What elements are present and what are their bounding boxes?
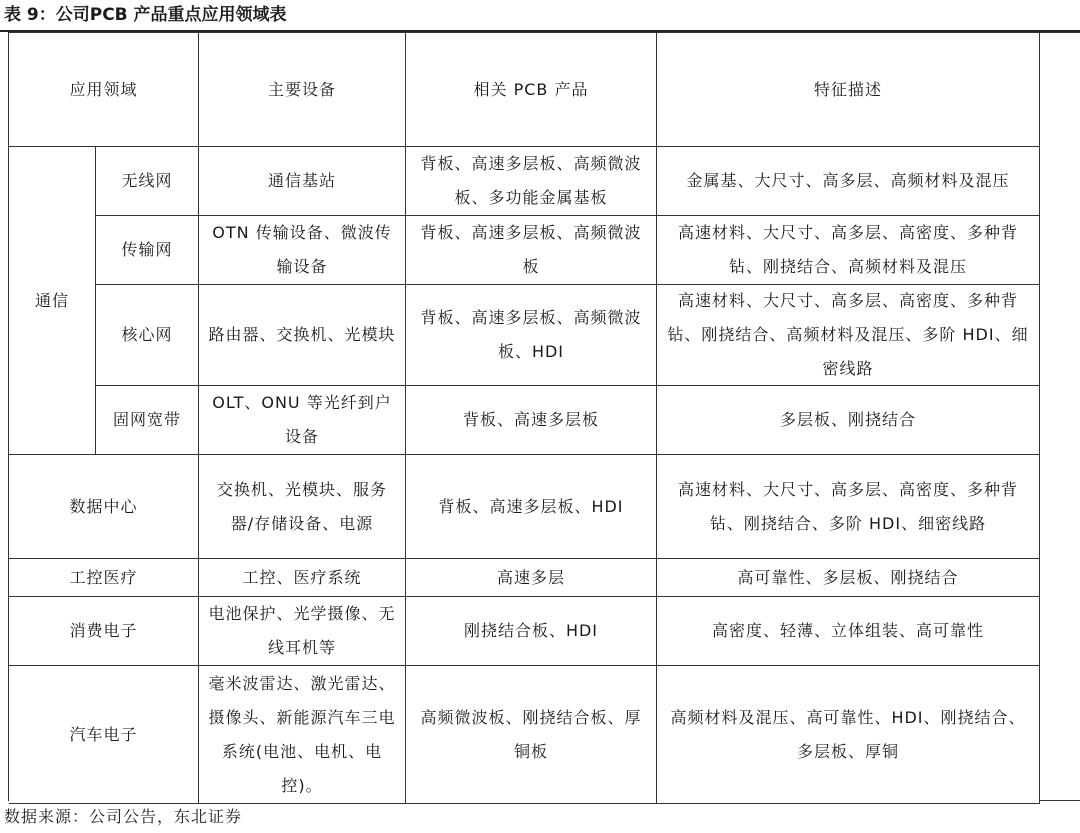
features-cell: 高可靠性、多层板、刚挠结合 <box>657 559 1040 597</box>
domain-cell: 数据中心 <box>9 455 199 559</box>
equipment-cell: 路由器、交换机、光模块 <box>199 285 406 386</box>
group-label-communication: 通信 <box>9 147 96 455</box>
products-cell: 高频微波板、刚挠结合板、厚铜板 <box>406 666 657 804</box>
equipment-cell: 毫米波雷达、激光雷达、摄像头、新能源汽车三电系统(电池、电机、电控)。 <box>199 666 406 804</box>
table-title: 表 9：公司PCB 产品重点应用领域表 <box>4 5 287 25</box>
products-cell: 背板、高速多层板、HDI <box>406 455 657 559</box>
products-cell: 高速多层 <box>406 559 657 597</box>
table-bottom-extension-rule <box>1039 800 1080 801</box>
features-cell: 多层板、刚挠结合 <box>657 386 1040 455</box>
features-cell: 高速材料、大尺寸、高多层、高密度、多种背钻、刚挠结合、多阶 HDI、细密线路 <box>657 455 1040 559</box>
subdomain-cell: 无线网 <box>96 147 199 216</box>
equipment-cell: OTN 传输设备、微波传输设备 <box>199 216 406 285</box>
header-products: 相关 PCB 产品 <box>406 33 657 147</box>
equipment-cell: 电池保护、光学摄像、无线耳机等 <box>199 597 406 666</box>
header-equipment: 主要设备 <box>199 33 406 147</box>
equipment-cell: 交换机、光模块、服务器/存储设备、电源 <box>199 455 406 559</box>
products-cell: 背板、高速多层板、高频微波板、HDI <box>406 285 657 386</box>
products-cell: 背板、高速多层板 <box>406 386 657 455</box>
products-cell: 背板、高速多层板、高频微波板 <box>406 216 657 285</box>
pcb-application-table <box>8 32 1039 801</box>
subdomain-cell: 核心网 <box>96 285 199 386</box>
features-cell: 高密度、轻薄、立体组装、高可靠性 <box>657 597 1040 666</box>
domain-cell: 工控医疗 <box>9 559 199 597</box>
table-top-extension-rule <box>1039 32 1080 33</box>
header-features: 特征描述 <box>657 33 1040 147</box>
equipment-cell: 通信基站 <box>199 147 406 216</box>
features-cell: 金属基、大尺寸、高多层、高频材料及混压 <box>657 147 1040 216</box>
features-cell: 高频材料及混压、高可靠性、HDI、刚挠结合、多层板、厚铜 <box>657 666 1040 804</box>
subdomain-cell: 传输网 <box>96 216 199 285</box>
subdomain-cell: 固网宽带 <box>96 386 199 455</box>
products-cell: 刚挠结合板、HDI <box>406 597 657 666</box>
features-cell: 高速材料、大尺寸、高多层、高密度、多种背钻、刚挠结合、高频材料及混压、多阶 HDI、细密线路 <box>657 285 1040 386</box>
domain-cell: 汽车电子 <box>9 666 199 804</box>
equipment-cell: OLT、ONU 等光纤到户设备 <box>199 386 406 455</box>
features-cell: 高速材料、大尺寸、高多层、高密度、多种背钻、刚挠结合、高频材料及混压 <box>657 216 1040 285</box>
source-note: 数据来源：公司公告，东北证券 <box>4 807 243 826</box>
products-cell: 背板、高速多层板、高频微波板、多功能金属基板 <box>406 147 657 216</box>
header-domain: 应用领域 <box>9 33 199 147</box>
equipment-cell: 工控、医疗系统 <box>199 559 406 597</box>
domain-cell: 消费电子 <box>9 597 199 666</box>
